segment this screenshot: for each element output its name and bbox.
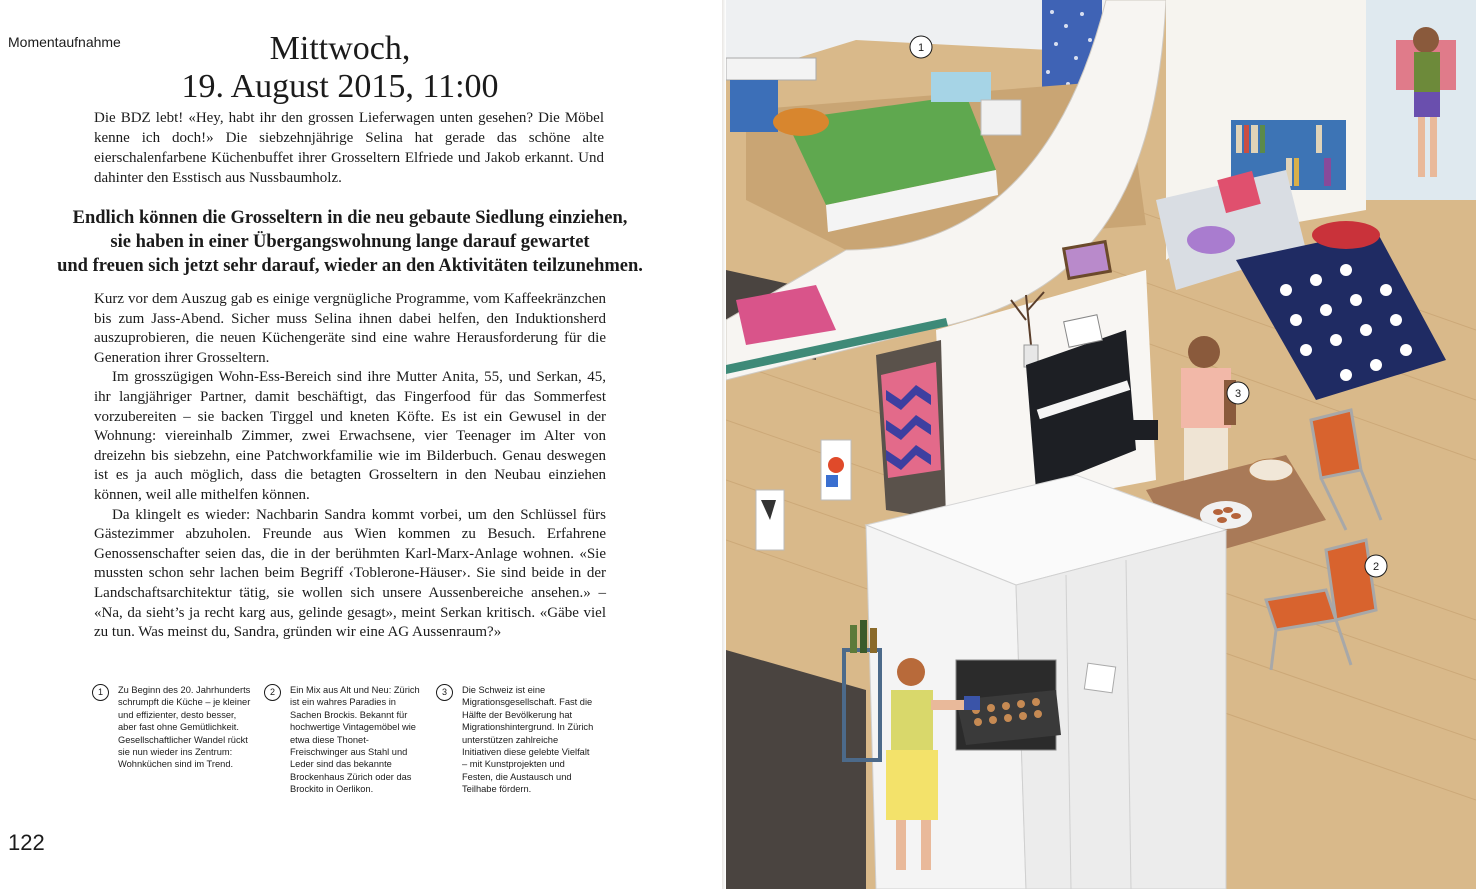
body-text [94,290,606,643]
nightstand [981,100,1021,135]
left-page [0,0,724,889]
marker-1 [910,36,932,58]
body-paragraph-1: Kurz vor dem Auszug gab es einige vergnügliche Programme, vom Kaffeekränzchen bis zum Jass-Abend. Sicher muss Selina ihnen dabei helfen, den Induktionsherd auszuprobieren, die neuen Küchengeräte sind eine wahre Herausforderung für die Generation ihrer Grosseltern. [94,291,606,366]
section-label: Momentaufnahme [8,34,121,50]
lead-paragraph [12,206,688,278]
rug-zigzag [886,385,931,470]
poster-2-shape-b [826,475,838,487]
poster-2-shape [828,457,844,473]
pillow [931,72,991,102]
fridge-note [1084,663,1115,693]
footnote-text-2: Ein Mix aus Alt und Neu: Zürich ist ein wahres Paradies in Sachen Brockis. Bekannt für hochwertige Vintagemöbel wie etwa diese Thonet-Freischwinger aus Stahl und Leder sind das bekannte Brockenhaus Zürich oder das Brockito in Oerlikon. [290,685,420,795]
red-table [1312,221,1380,249]
illustration-page [726,0,1476,889]
footnote-number-1: 1 [92,684,109,701]
footnote-number-2: 2 [264,684,281,701]
body-paragraph-3: Da klingelt es wieder: Nachbarin Sandra kommt vorbei, um den Schlüssel fürs Gästezimmer abzuholen. Freunde aus Wien kommen zu Besuch. Erfahrene Genossenschafter seien das, die in der berühmten Karl-Marx-Anlage wohnen. «Sie mussten schon sehr lachen beim Begriff ‹Toblerone-Häuser›. Sie sind beide in der Landschaftsarchitektur tätig, sie wollen sich unsere Aussenbereiche ansehen.» – «Na, da sieht’s ja recht karg aus, gelinde gesagt», meint Serkan kritisch. «Gäbe viel zu tun. Was meinst du, Sandra, gründen wir eine AG Aussenraum?» [94,506,606,641]
body-paragraph-2: Im grosszügigen Wohn-Ess-Bereich sind ihre Mutter Anita, 55, und Serkan, 45, ihr langjähriger Partner, damit beschäftigt, das Fingerfood für das Sommerfest vorzubereiten – sie backen Tirggel und kneten Köfte. Es ist ein Gewusel in der Wohnung: viereinhalb Zimmer, zwei Erwachsene, vier Teenager im Alter von dreizehn bis siebzehn, eine Patchworkfamilie wie im Bilderbuch. Genau deswegen ist es ja auch möglich, dass die betagten Grosseltern in den Neubau einziehen können, weil alle mithelfen können. [94,369,606,503]
orange-bag [773,108,829,136]
bowl-right [1249,459,1293,481]
framed-picture [1064,242,1111,279]
lead-line-3: und freuen sich jetzt sehr darauf, wieder an den Aktivitäten teilzunehmen. [57,256,643,276]
footnote-text-1: Zu Beginn des 20. Jahrhunderts schrumpft die Küche – je kleiner und effizienter, desto besser, aber fast ohne Gemütlichkeit. Gesellschaftlicher Wandel rückt sie nun wieder ins Zentrum: Wohnküchen sind im Trend. [118,685,251,770]
lead-line-2: sie haben in einer Übergangswohnung lange darauf gewartet [110,232,590,252]
page-number: 122 [8,830,45,855]
cushion-purple [1187,226,1235,254]
marker-1-label: 1 [917,42,925,54]
marker-2-label: 2 [1372,561,1380,573]
footnote-number-3: 3 [436,684,453,701]
lead-line-1: Endlich können die Grosseltern in die neu gebaute Siedlung einziehen, [72,208,628,228]
desk-drawers-blue [730,80,778,132]
marker-3-label: 3 [1234,388,1242,400]
intro-paragraph: Die BDZ lebt! «Hey, habt ihr den grossen Lieferwagen unten gesehen? Die Möbel kenne ich doch!» Die siebzehnjährige Selina hat gerade das schöne alte eierschalenfarbene Küchenbuffet ihrer Grosseltern Elfriede und Jakob erkannt. Und dahinter den Esstisch aus Nussbaumholz. [94,110,604,186]
marker-3 [1227,382,1249,404]
footnote-text-3: Die Schweiz ist eine Migrationsgesellschaft. Fast die Hälfte der Bevölkerung hat Migrationshintergrund. In Zürich unterstützen zahlreiche Initiativen diese gelebte Vielfalt – mit Kunstprojekten und Festen, die Austausch und Teilhabe fördern. [462,685,594,795]
piano-stool [1118,420,1158,440]
footnotes [92,684,612,824]
desk [726,58,816,80]
title-line-1: Mittwoch, [269,30,411,67]
apartment-illustration [726,0,1476,889]
marker-2 [1365,555,1387,577]
title-line-2: 19. August 2015, 11:00 [181,68,499,105]
page-title [100,30,580,106]
